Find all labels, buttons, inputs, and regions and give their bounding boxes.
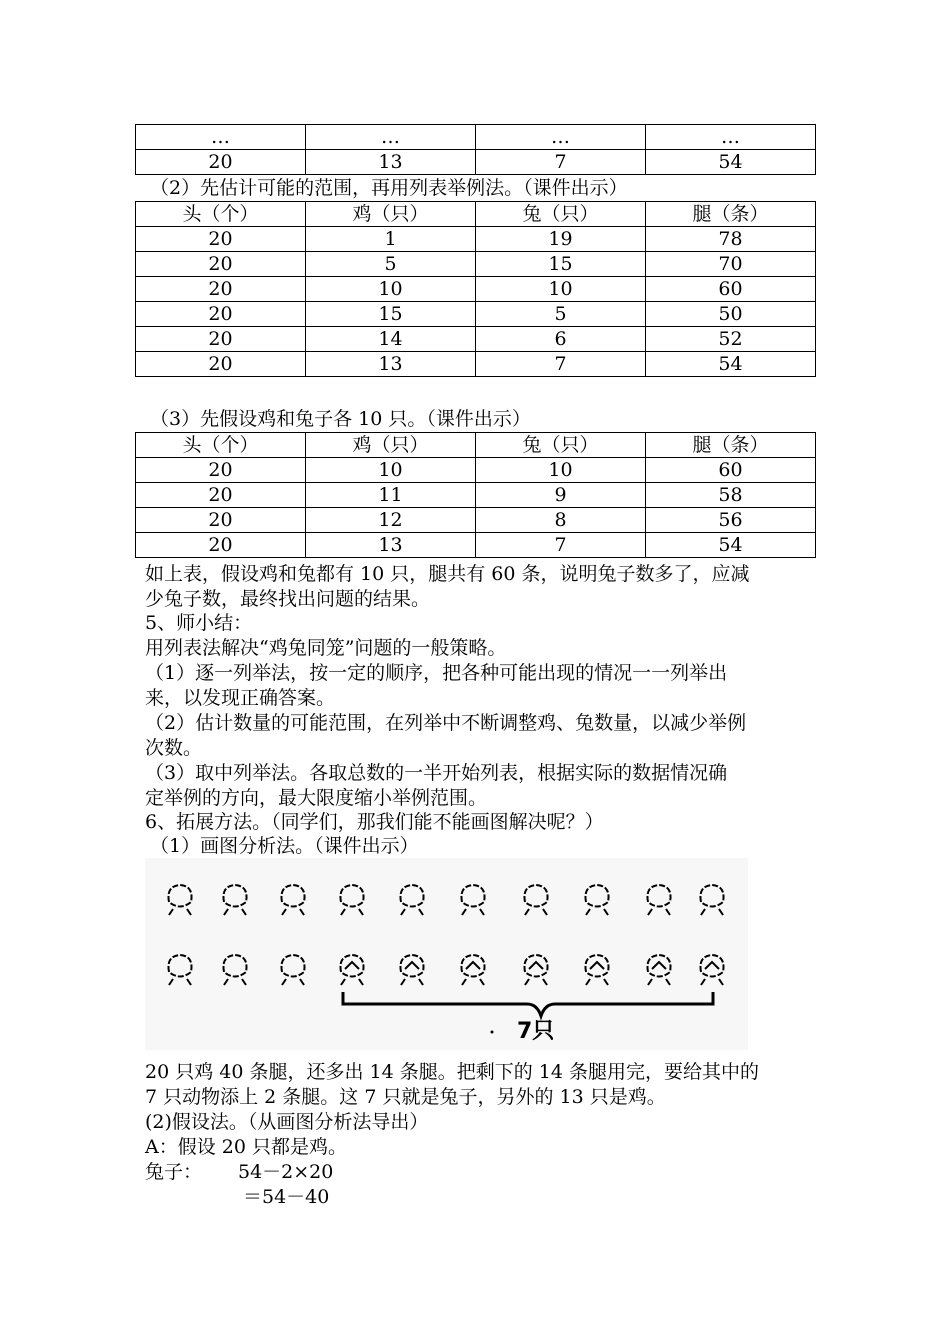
table-row [136, 277, 816, 302]
table-cell: 52 [646, 327, 816, 352]
table-cell: 15 [306, 302, 476, 327]
table-cell: 58 [646, 483, 816, 508]
paragraph-after-table3-line2: 少兔子数，最终找出问题的结果。 [145, 588, 431, 610]
section-3-title: （3）先假设鸡和兔子各 10 只。（课件出示） [150, 408, 531, 430]
table-cell: 20 [136, 533, 306, 558]
table-cell: 50 [646, 302, 816, 327]
table-cell: 20 [136, 508, 306, 533]
strategy-1-line1: （1）逐一列举法，按一定的顺序，把各种可能出现的情况一一列举出 [145, 662, 728, 684]
table-cell: … [646, 125, 816, 150]
strategy-2-line1: （2）估计数量的可能范围，在列举中不断调整鸡、兔数量，以减少举例 [145, 712, 747, 734]
table-cell: 10 [306, 277, 476, 302]
assume-a: A：假设 20 只都是鸡。 [145, 1136, 347, 1158]
table-cell: 8 [476, 508, 646, 533]
explain-line2: 7 只动物添上 2 条腿。这 7 只就是兔子，另外的 13 只是鸡。 [145, 1086, 666, 1108]
table-cell: 1 [306, 227, 476, 252]
table-row [136, 483, 816, 508]
section-2-title: （2）先估计可能的范围，再用列表举例法。（课件出示） [150, 177, 628, 199]
strategy-1-line2: 来，以发现正确答案。 [145, 687, 336, 709]
table-cell: 7 [476, 352, 646, 377]
table-cell: 20 [136, 252, 306, 277]
table-cell: 9 [476, 483, 646, 508]
table-cell: 12 [306, 508, 476, 533]
table-cell: 6 [476, 327, 646, 352]
table-continued [135, 124, 816, 175]
table-row [136, 458, 816, 483]
strategy-3-line2: 定举例的方向，最大限度缩小举例范围。 [145, 787, 488, 809]
table-cell: 20 [136, 352, 306, 377]
dot-mark [491, 1031, 494, 1034]
table-row [136, 508, 816, 533]
table-row [136, 302, 816, 327]
table-header-row [136, 202, 816, 227]
table-cell: 14 [306, 327, 476, 352]
table-cell: 60 [646, 277, 816, 302]
table-row [136, 125, 816, 150]
summary-heading: 5、师小结： [145, 612, 253, 634]
table-cell: 20 [136, 302, 306, 327]
paragraph-after-table3-line1: 如上表，假设鸡和兔都有 10 只，腿共有 60 条，说明兔子数多了，应减 [145, 563, 750, 585]
brace-label: 7只 [517, 1019, 555, 1044]
table-cell: 10 [476, 458, 646, 483]
table-cell: 7 [476, 533, 646, 558]
table-cell: … [476, 125, 646, 150]
table-cell: 13 [306, 150, 476, 175]
table-cell: 20 [136, 327, 306, 352]
header-cell: 腿（条） [646, 433, 816, 458]
table-header-row [136, 433, 816, 458]
header-cell: 头（个） [136, 433, 306, 458]
table-cell: … [136, 125, 306, 150]
table-cell: 70 [646, 252, 816, 277]
table-cell: 60 [646, 458, 816, 483]
table-cell: 5 [476, 302, 646, 327]
explain-line1: 20 只鸡 40 条腿，还多出 14 条腿。把剩下的 14 条腿用完，要给其中的 [145, 1061, 759, 1083]
rabbit-label: 兔子： [145, 1161, 203, 1183]
table-cell: 19 [476, 227, 646, 252]
table-cell: 10 [306, 458, 476, 483]
header-cell: 鸡（只） [306, 202, 476, 227]
table-row [136, 533, 816, 558]
table-cell: 5 [306, 252, 476, 277]
table-cell: 54 [646, 533, 816, 558]
table-cell: 20 [136, 458, 306, 483]
table-cell: 20 [136, 227, 306, 252]
extend-heading: 6、拓展方法。（同学们，那我们能不能画图解决呢？） [145, 811, 604, 833]
chicken-rabbit-drawing [145, 858, 748, 1050]
header-cell: 腿（条） [646, 202, 816, 227]
table-row [136, 150, 816, 175]
formula-line2: ＝54－40 [243, 1186, 330, 1208]
drawing-method-title: （1）画图分析法。（课件出示） [150, 835, 419, 857]
table-cell: 20 [136, 277, 306, 302]
table-row [136, 227, 816, 252]
table-cell: … [306, 125, 476, 150]
table-cell: 56 [646, 508, 816, 533]
header-cell: 兔（只） [476, 433, 646, 458]
strategy-2-line2: 次数。 [145, 737, 203, 759]
table-estimate-range [135, 201, 816, 377]
assume-title: (2)假设法。（从画图分析法导出） [145, 1111, 429, 1133]
formula-line1: 54－2×20 [238, 1161, 334, 1183]
table-cell: 78 [646, 227, 816, 252]
header-cell: 鸡（只） [306, 433, 476, 458]
table-row [136, 252, 816, 277]
table-cell: 54 [646, 150, 816, 175]
table-cell: 11 [306, 483, 476, 508]
table-row [136, 352, 816, 377]
table-row [136, 327, 816, 352]
table-cell: 20 [136, 483, 306, 508]
table-cell: 10 [476, 277, 646, 302]
table-cell: 13 [306, 533, 476, 558]
table-cell: 20 [136, 150, 306, 175]
header-cell: 兔（只） [476, 202, 646, 227]
table-assume-half [135, 432, 816, 558]
table-cell: 54 [646, 352, 816, 377]
table-cell: 13 [306, 352, 476, 377]
figure-background [145, 858, 748, 1050]
table-cell: 7 [476, 150, 646, 175]
strategy-3-line1: （3）取中列举法。各取总数的一半开始列表，根据实际的数据情况确 [145, 762, 728, 784]
table-cell: 15 [476, 252, 646, 277]
header-cell: 头（个） [136, 202, 306, 227]
summary-intro: 用列表法解决“鸡兔同笼”问题的一般策略。 [145, 637, 507, 659]
